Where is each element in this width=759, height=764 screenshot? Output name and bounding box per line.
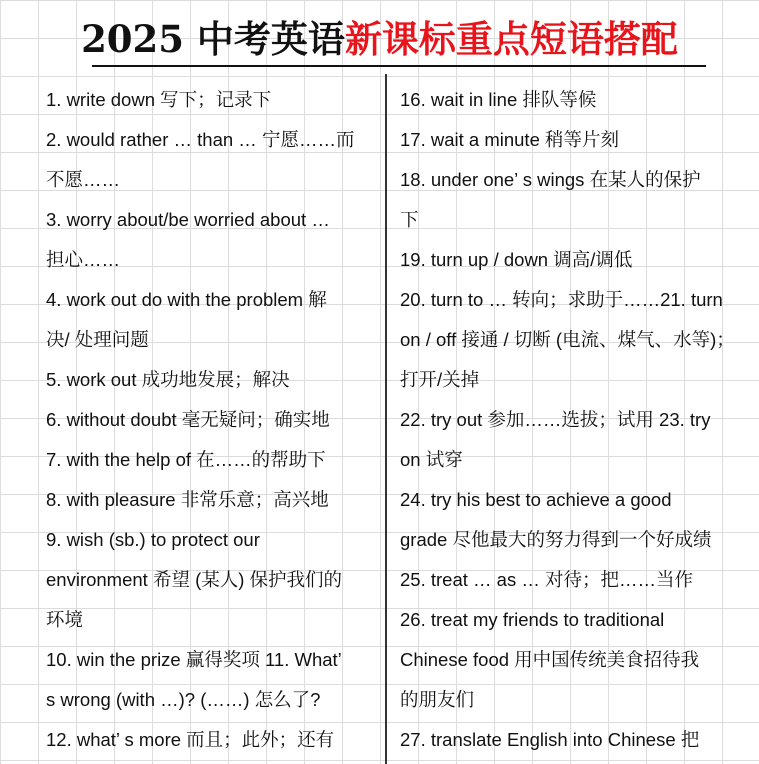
text-line: 4. work out do with the problem 解 [46, 289, 327, 310]
text-line: 环境 [46, 609, 84, 630]
text-line: 22. try out 参加……选拔；试用 23. try [400, 409, 711, 430]
text-line: 5. work out 成功地发展；解决 [46, 369, 290, 390]
text-line: 25. treat … as … 对待；把……当作 [400, 569, 693, 590]
text-line: 8. with pleasure 非常乐意；高兴地 [46, 489, 329, 510]
title-part-black: 2025 中考英语 [81, 17, 345, 61]
text-line: 18. under one’ s wings 在某人的保护 [400, 169, 701, 190]
text-line: 6. without doubt 毫无疑问；确实地 [46, 409, 330, 430]
text-line: s wrong (with …)? (……) 怎么了? [46, 689, 321, 710]
text-line: 不愿…… [46, 169, 121, 190]
text-line: 24. try his best to achieve a good [400, 489, 672, 510]
text-line: grade 尽他最大的努力得到一个好成绩 [400, 529, 712, 550]
text-line: 9. wish (sb.) to protect our [46, 529, 260, 550]
text-line: 打开/关掉 [400, 369, 480, 390]
text-line: 1. write down 写下；记录下 [46, 89, 272, 110]
document-title [0, 14, 759, 64]
text-line: 下 [400, 209, 419, 230]
text-line: 17. wait a minute 稍等片刻 [400, 129, 619, 150]
text-line: 担心…… [46, 249, 121, 270]
text-line: 10. win the prize 赢得奖项 11. What’ [46, 649, 342, 670]
left-column [46, 80, 374, 760]
text-line: 2. would rather … than … 宁愿……而 [46, 129, 355, 150]
title-underline [92, 65, 706, 67]
title-part-red: 新课标重点短语搭配 [344, 17, 678, 61]
column-divider [385, 74, 387, 764]
text-line: 的朋友们 [400, 689, 475, 710]
right-column [400, 80, 735, 760]
text-line: environment 希望 (某人) 保护我们的 [46, 569, 343, 590]
text-line: 决/ 处理问题 [46, 329, 149, 350]
text-line: Chinese food 用中国传统美食招待我 [400, 649, 700, 670]
text-line: 16. wait in line 排队等候 [400, 89, 597, 110]
text-line: 26. treat my friends to traditional [400, 609, 665, 630]
text-line: 12. what’ s more 而且；此外；还有 [46, 729, 335, 750]
text-line: 7. with the help of 在……的帮助下 [46, 449, 326, 470]
text-line: on 试穿 [400, 449, 463, 470]
text-line: 27. translate English into Chinese 把 [400, 729, 700, 750]
text-line: 20. turn to … 转向；求助于……21. turn [400, 289, 723, 310]
text-line: 3. worry about/be worried about … [46, 209, 330, 230]
text-line: 19. turn up / down 调高/调低 [400, 249, 633, 270]
text-line: on / off 接通 / 切断 (电流、煤气、水等)； [400, 329, 735, 350]
